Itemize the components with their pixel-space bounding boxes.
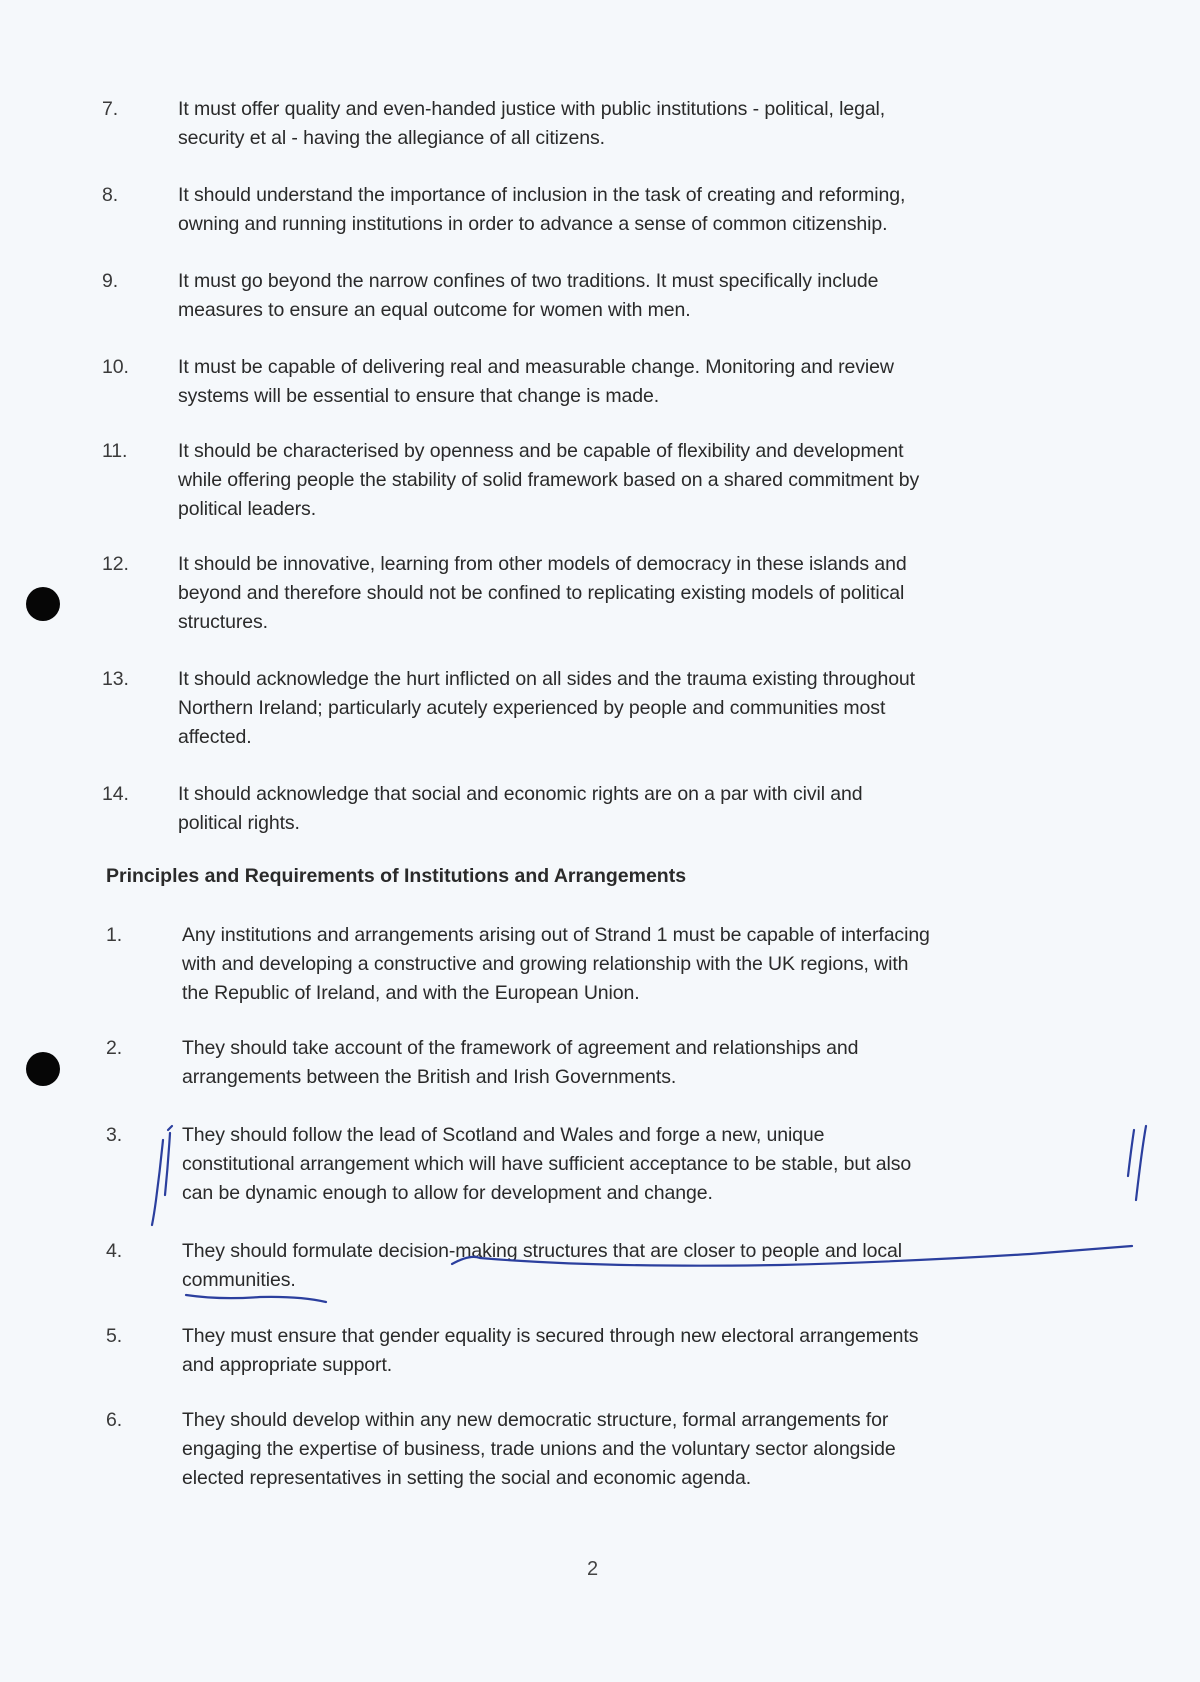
item-number: 8. <box>102 184 119 206</box>
item-text: Any institutions and arrangements arising out of Strand 1 must be capable of interfacing with and developing a constructive and growing relationship with the UK regions, with the Republic of Ireland, and with the European Union. <box>182 924 930 1004</box>
list-item <box>102 267 1102 327</box>
item-text: It should be characterised by openness and be capable of flexibility and development while offering people the stability of solid framework based on a shared commitment by political leaders. <box>178 440 920 520</box>
list-item <box>106 1237 1156 1297</box>
item-number: 6. <box>106 1409 123 1431</box>
punch-hole-lower <box>26 1052 60 1086</box>
item-number: 13. <box>102 668 129 690</box>
list-item <box>102 437 1152 527</box>
item-text: It must offer quality and even-handed justice with public institutions - political, legal, security et al - having the allegiance of all citizens. <box>178 98 886 149</box>
item-number: 11. <box>102 440 128 462</box>
list-item <box>102 95 1102 155</box>
item-number: 12. <box>102 553 129 575</box>
item-text: They should develop within any new democratic structure, formal arrangements for engaging the expertise of business, trade unions and the voluntary sector alongside elected representatives in setting the social and economic agenda. <box>182 1409 896 1489</box>
list-item <box>106 1322 1156 1382</box>
item-text: They should follow the lead of Scotland and Wales and forge a new, unique constitutional arrangement which will have sufficient acceptance to be stable, but also can be dynamic enough to allow for development and change. <box>182 1124 912 1204</box>
item-number: 14. <box>102 783 129 805</box>
section-heading: Principles and Requirements of Institutions and Arrangements <box>106 865 687 887</box>
list-item <box>106 1406 1156 1496</box>
item-text: It should acknowledge the hurt inflicted on all sides and the trauma existing throughout Northern Ireland; particularly acutely experienced by people and communities most affected. <box>178 668 915 748</box>
item-number: 7. <box>102 98 119 120</box>
item-number: 2. <box>106 1037 123 1059</box>
item-text: It should understand the importance of inclusion in the task of creating and reforming, owning and running institutions in order to advance a sense of common citizenship. <box>178 184 906 235</box>
list-item <box>106 921 1166 1011</box>
item-number: 3. <box>106 1124 123 1146</box>
item-text: It must go beyond the narrow confines of two traditions. It must specifically include measures to ensure an equal outcome for women with men. <box>178 270 879 321</box>
item-number: 5. <box>106 1325 123 1347</box>
list-item <box>102 780 1102 840</box>
item-text: It should acknowledge that social and economic rights are on a par with civil and political rights. <box>178 783 863 834</box>
list-item <box>102 353 1102 413</box>
punch-hole-upper <box>26 587 60 621</box>
item-number: 10. <box>102 356 129 378</box>
item-number: 4. <box>106 1240 123 1262</box>
item-text: They must ensure that gender equality is secured through new electoral arrangements and appropriate support. <box>182 1325 919 1376</box>
list-item <box>102 181 1102 241</box>
list-item <box>102 550 1152 640</box>
page-number: 2 <box>587 1558 599 1580</box>
item-number: 9. <box>102 270 119 292</box>
item-text: It should be innovative, learning from other models of democracy in these islands and beyond and therefore should not be confined to replicating existing models of political structures. <box>178 553 907 633</box>
list-item <box>102 665 1152 755</box>
item-text: They should take account of the framework of agreement and relationships and arrangements between the British and Irish Governments. <box>182 1037 859 1088</box>
item-number: 1. <box>106 924 123 946</box>
list-item <box>106 1034 1106 1094</box>
item-text: It must be capable of delivering real and measurable change. Monitoring and review systems will be essential to ensure that change is made. <box>178 356 894 407</box>
list-item <box>106 1121 1156 1211</box>
item-text: They should formulate decision-making structures that are closer to people and local communities. <box>182 1240 902 1291</box>
